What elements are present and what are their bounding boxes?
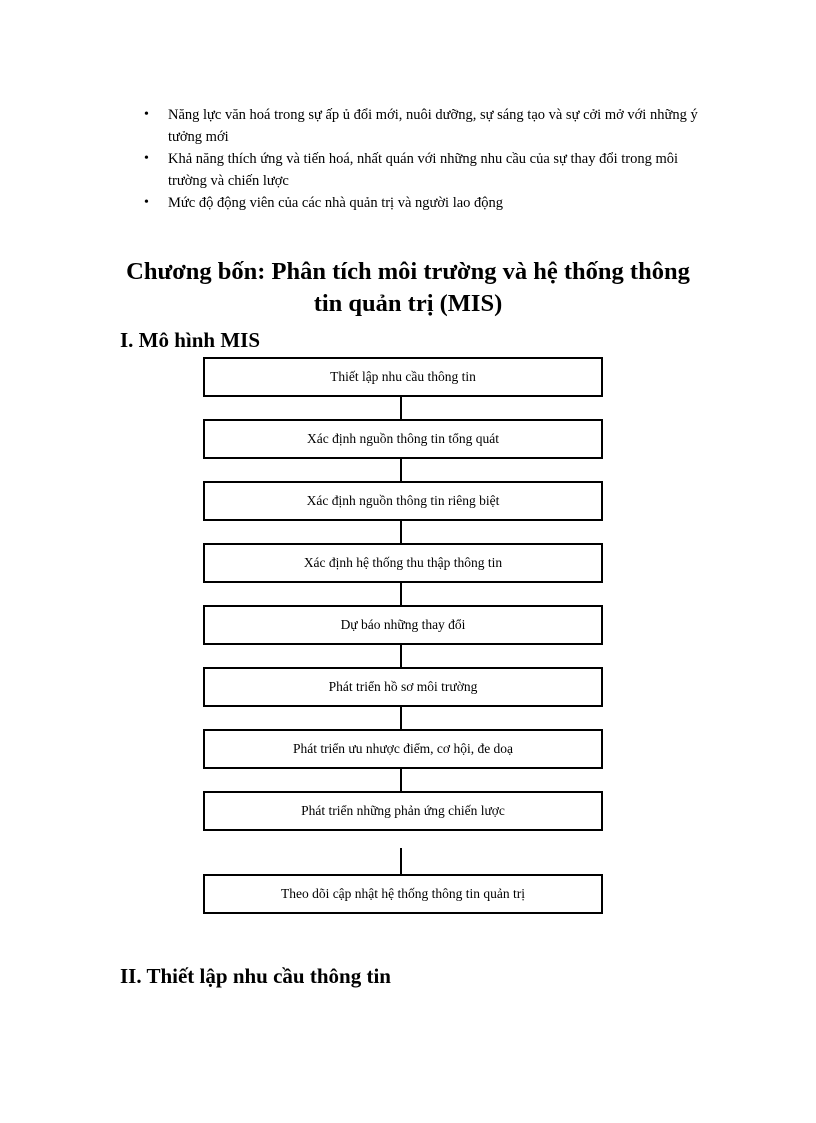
flow-connector — [400, 848, 402, 874]
flow-connector — [400, 581, 402, 605]
flow-connector — [400, 643, 402, 667]
bullet-item — [144, 148, 704, 192]
section-title-mis-model: I. Mô hình MIS — [120, 328, 261, 352]
flow-connector — [400, 519, 402, 543]
flow-connector — [400, 457, 402, 481]
flow-connector — [400, 767, 402, 791]
bullet-list — [144, 104, 704, 214]
bullet-dot-icon: • — [144, 195, 149, 210]
flow-step: Xác định nguồn thông tin tổng quát — [203, 419, 603, 459]
flow-connector — [400, 395, 402, 419]
bullet-text: Năng lực văn hoá trong sự ấp ủ đổi mới, nuôi dưỡng, sự sáng tạo và sự cởi mở với những ý tưởng mới — [168, 107, 698, 145]
bullet-dot-icon: • — [144, 151, 149, 166]
flow-step: Theo dõi cập nhật hệ thống thông tin quản trị — [203, 874, 603, 914]
flow-step: Dự báo những thay đổi — [203, 605, 603, 645]
bullet-item — [144, 104, 704, 148]
flow-step: Xác định hệ thống thu thập thông tin — [203, 543, 603, 583]
bullet-item — [144, 192, 704, 214]
flow-step: Phát triển những phản ứng chiến lược — [203, 791, 603, 831]
bullet-dot-icon: • — [144, 107, 149, 122]
flow-step: Xác định nguồn thông tin riêng biệt — [203, 481, 603, 521]
flow-step: Phát triển hồ sơ môi trường — [203, 667, 603, 707]
bullet-text: Khả năng thích ứng và tiến hoá, nhất quán với những nhu cầu của sự thay đổi trong môi trường và chiến lược — [168, 151, 679, 189]
flow-step: Phát triển ưu nhược điểm, cơ hội, đe doạ — [203, 729, 603, 769]
section-title-info-needs: II. Thiết lập nhu cầu thông tin — [120, 964, 391, 988]
bullet-text: Mức độ động viên của các nhà quản trị và người lao động — [168, 195, 504, 211]
flow-connector — [400, 705, 402, 729]
flow-step: Thiết lập nhu cầu thông tin — [203, 357, 603, 397]
chapter-title: Chương bốn: Phân tích môi trường và hệ thống thông tin quản trị (MIS) — [126, 258, 690, 317]
